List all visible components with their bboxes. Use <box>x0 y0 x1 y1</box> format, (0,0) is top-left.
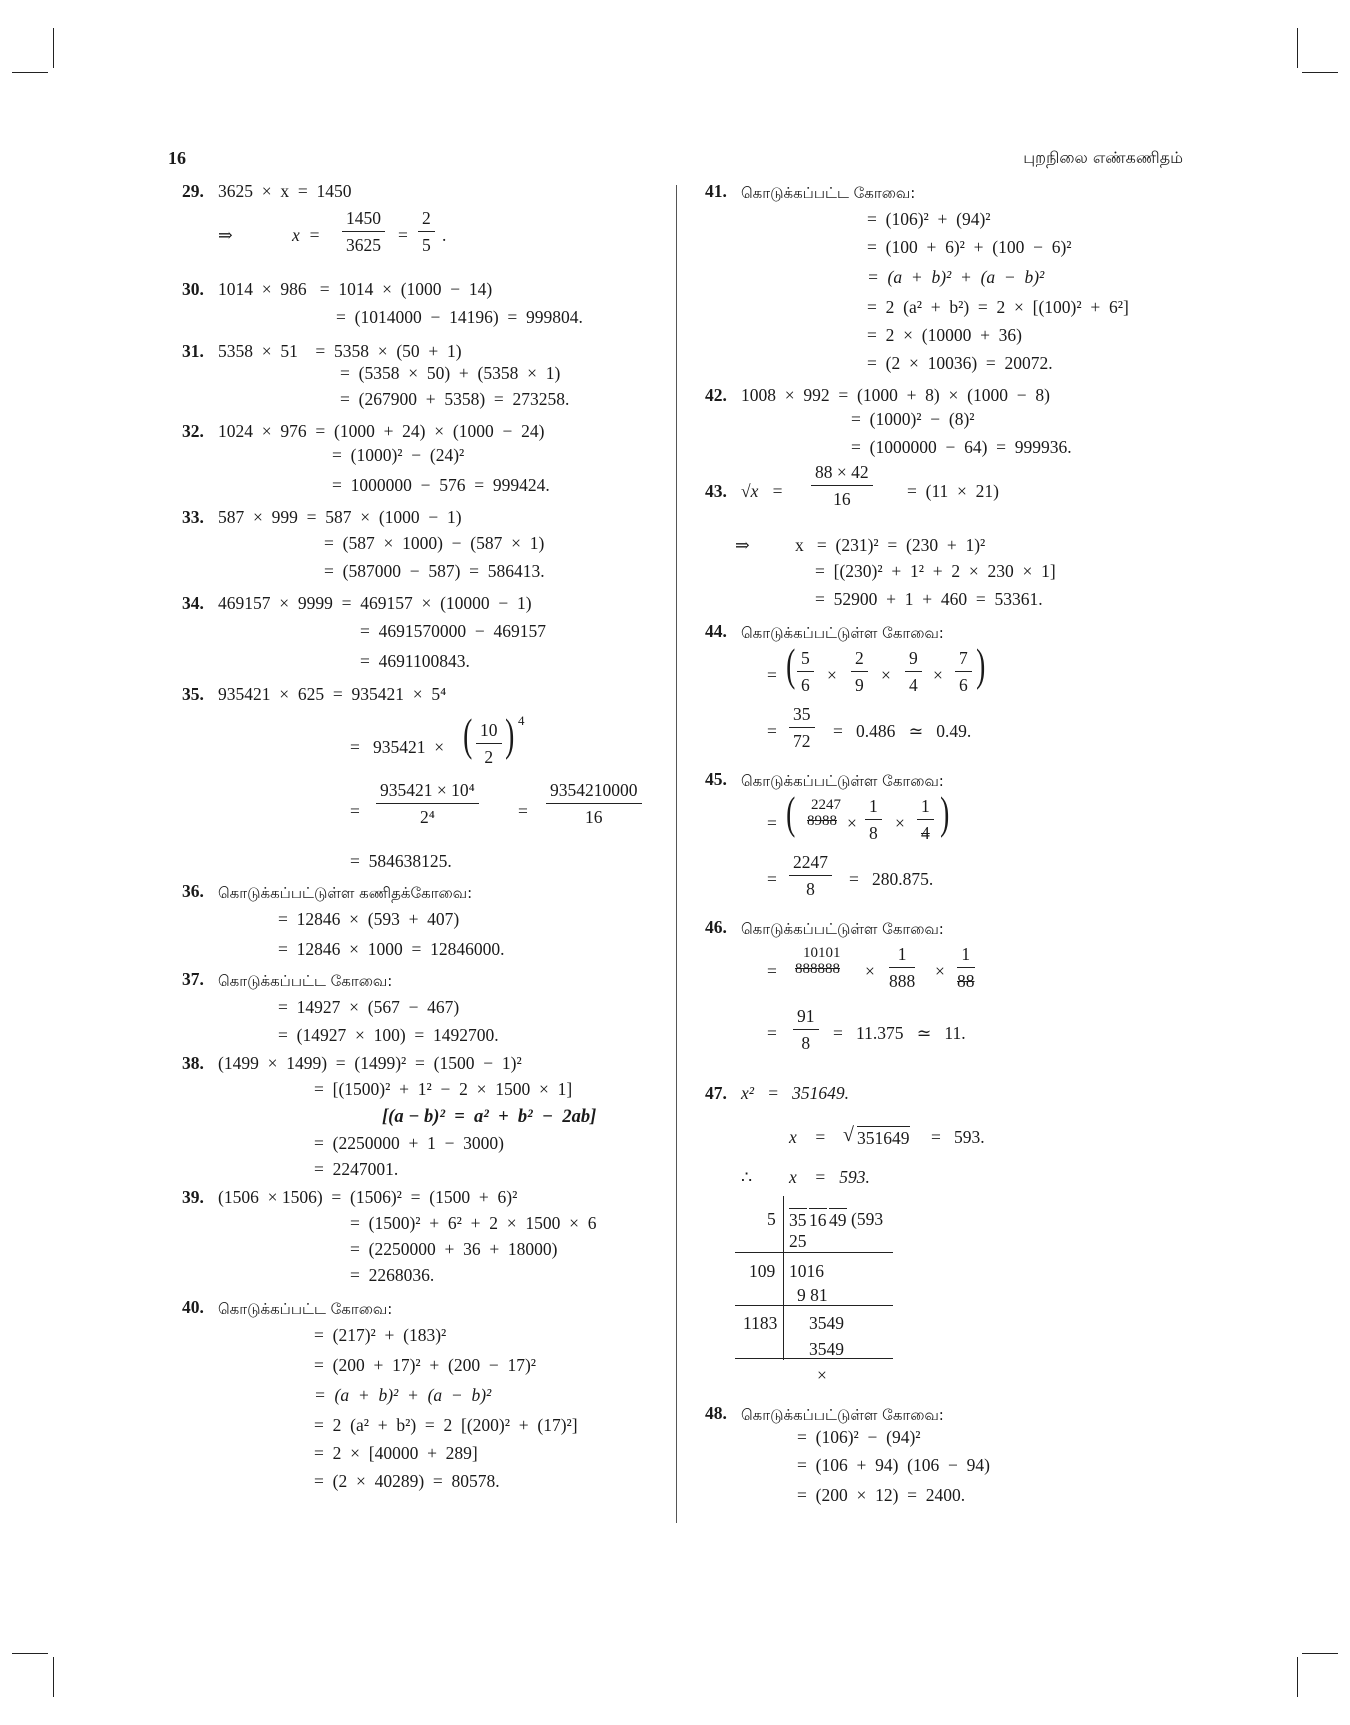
fraction: $\frac{2}{5}$ <box>418 208 435 256</box>
crop-mark <box>53 28 54 68</box>
solution-line: x = 593. <box>789 1167 870 1187</box>
solution-line: = (217)² + (183)² <box>314 1325 447 1345</box>
solution-line: = [(230)² + 1² + 2 × 230 × 1] <box>815 561 1056 581</box>
division-rule <box>735 1252 893 1253</box>
solution-line: = (106 + 94) (106 − 94) <box>797 1455 990 1475</box>
equals: = <box>767 721 777 741</box>
solution-line: = (1000)² − (8)² <box>851 409 975 429</box>
radical-sign: √ <box>843 1124 854 1146</box>
solution-line: = 2 (a² + b²) = 2 × [(100)² + 6²] <box>867 297 1129 317</box>
cancelled-number: 888888 <box>795 961 840 977</box>
fraction: $\frac{91}{8}$ <box>793 1006 819 1054</box>
times: × <box>865 961 875 981</box>
equals: = <box>767 665 777 685</box>
solution-line: = (a + b)² + (a − b)² <box>867 267 1045 287</box>
solution-line: (1506 × 1506) = (1506)² = (1500 + 6)² <box>218 1187 518 1207</box>
remainder-step: 9 81 <box>797 1285 828 1305</box>
paren-right: ) <box>976 639 986 690</box>
solution-line: = 4691100843. <box>360 651 470 671</box>
paren-left: ( <box>786 787 796 838</box>
solution-line: = 593. <box>931 1127 985 1147</box>
equals: = <box>518 801 528 821</box>
fraction: $\frac{1}{8}$ <box>865 796 882 844</box>
remainder-step: × <box>817 1365 827 1385</box>
solution-line: = (2 × 10036) = 20072. <box>867 353 1053 373</box>
given-expression-label: கொடுக்கப்பட்டுள்ள கோவை: <box>741 772 944 790</box>
equals: = <box>767 813 777 833</box>
solution-line: x = (231)² = (230 + 1)² <box>795 535 986 555</box>
solution-line: = 52900 + 1 + 460 = 53361. <box>815 589 1043 609</box>
crop-mark <box>1302 1653 1338 1654</box>
fraction: $\frac{7}{6}$ <box>955 648 972 696</box>
quotient: (593 <box>851 1209 884 1229</box>
given-expression-label: கொடுக்கப்பட்ட கோவை: <box>218 1300 393 1318</box>
solution-line: = 4691570000 − 469157 <box>360 621 546 641</box>
divisor: 1183 <box>743 1313 778 1333</box>
paren-right: ) <box>505 709 515 760</box>
solution-line: = 11.375 ≃ 11. <box>833 1023 966 1043</box>
solution-line: = (200 × 12) = 2400. <box>797 1485 966 1505</box>
solution-line: = 12846 × 1000 = 12846000. <box>278 939 505 959</box>
solution-line: = 2247001. <box>314 1159 399 1179</box>
solution-line: = (100 + 6)² + (100 − 6)² <box>867 237 1072 257</box>
question-number: 45. <box>705 769 727 789</box>
page-number: 16 <box>168 148 186 168</box>
solution-line: = (1014000 − 14196) = 999804. <box>336 307 583 327</box>
page-title: புறநிலை எண்கணிதம் <box>1023 148 1183 167</box>
question-number: 48. <box>705 1403 727 1423</box>
given-expression-label: கொடுக்கப்பட்டுள்ள கோவை: <box>741 920 944 938</box>
solution-line: 469157 × 9999 = 469157 × (10000 − 1) <box>218 593 532 613</box>
solution-line: = (2 × 40289) = 80578. <box>314 1471 500 1491</box>
radicand: 351649 <box>857 1128 910 1148</box>
solution-line: x² = 351649. <box>741 1083 849 1103</box>
division-vertical-rule <box>783 1196 784 1360</box>
solution-line: = (200 + 17)² + (200 − 17)² <box>314 1355 537 1375</box>
digit-group: 35 <box>789 1210 807 1230</box>
question-number: 35. <box>182 684 204 704</box>
question-number: 38. <box>182 1053 204 1073</box>
times: × <box>895 813 905 833</box>
given-expression-label: கொடுக்கப்பட்டுள்ள கோவை: <box>741 1406 944 1424</box>
solution-line: = (1000)² − (24)² <box>332 445 465 465</box>
times: × <box>935 961 945 981</box>
remainder-step: 3549 <box>809 1313 844 1333</box>
solution-line: = (2250000 + 36 + 18000) <box>350 1239 558 1259</box>
given-expression-label: கொடுக்கப்பட்டுள்ள கணிதக்கோவை: <box>218 884 473 902</box>
paren-right: ) <box>940 787 950 838</box>
solution-line: = (106)² + (94)² <box>867 209 991 229</box>
question-number: 29. <box>182 181 204 201</box>
times: × <box>881 665 891 685</box>
question-number: 30. <box>182 279 204 299</box>
divisor: 5 <box>767 1209 776 1229</box>
implies-arrow: ⇒ <box>735 535 750 555</box>
solution-line: 5358 × 51 = 5358 × (50 + 1) <box>218 341 462 361</box>
equals: = <box>350 801 360 821</box>
given-expression-label: கொடுக்கப்பட்டுள்ள கோவை: <box>741 624 944 642</box>
solution-line: = (1500)² + 6² + 2 × 1500 × 6 <box>350 1213 597 1233</box>
equals: = <box>767 1023 777 1043</box>
identity-formula: [(a − b)² = a² + b² − 2ab] <box>382 1107 597 1127</box>
solution-line: = 2 × (10000 + 36) <box>867 325 1023 345</box>
question-number: 32. <box>182 421 204 441</box>
question-number: 43. <box>705 481 727 501</box>
solution-line: 3625 × x = 1450 <box>218 181 352 201</box>
solution-line: = (14927 × 100) = 1492700. <box>278 1025 499 1045</box>
question-number: 40. <box>182 1297 204 1317</box>
question-number: 44. <box>705 621 727 641</box>
times: × <box>827 665 837 685</box>
fraction: $\frac{88 \times 42}{16}$ <box>811 462 873 510</box>
question-number: 37. <box>182 969 204 989</box>
fraction: $\frac{1450}{3625}$ <box>342 208 385 256</box>
digit-group: 16 <box>809 1210 827 1230</box>
solution-line: = (267900 + 5358) = 273258. <box>340 389 570 409</box>
solution-line: = (587000 − 587) = 586413. <box>324 561 545 581</box>
period: . <box>442 225 447 245</box>
question-number: 33. <box>182 507 204 527</box>
divisor: 109 <box>749 1261 776 1281</box>
crop-mark <box>1302 72 1338 73</box>
given-expression-label: கொடுக்கப்பட்ட கோவை: <box>218 972 393 990</box>
therefore-symbol: ∴ <box>741 1167 753 1187</box>
equals: = <box>767 961 777 981</box>
implies-arrow: ⇒ <box>218 225 233 245</box>
fraction: $\frac{1}{888}$ <box>889 944 916 991</box>
crop-mark <box>1297 28 1298 68</box>
solution-line: 587 × 999 = 587 × (1000 − 1) <box>218 507 462 527</box>
solution-line: 935421 × 625 = 935421 × 5⁴ <box>218 684 447 704</box>
crop-mark <box>1297 1657 1298 1697</box>
solution-line: = 12846 × (593 + 407) <box>278 909 460 929</box>
solution-line: = [(1500)² + 1² − 2 × 1500 × 1] <box>314 1079 573 1099</box>
solution-line: 1014 × 986 = 1014 × (1000 − 14) <box>218 279 493 299</box>
fraction: $\frac{9}{4}$ <box>905 648 922 696</box>
paren-left: ( <box>463 709 473 760</box>
solution-line: √x = <box>741 481 784 501</box>
fraction: $\frac{9354210000}{16}$ <box>546 780 642 828</box>
solution-line: = (2250000 + 1 − 3000) <box>314 1133 505 1153</box>
solution-line: x = <box>789 1127 827 1147</box>
fraction: $\frac{10}{2}$ <box>476 720 502 768</box>
fraction: $\frac{\text{935421 × 10⁴}}{\text{2⁴}}$ <box>376 780 479 828</box>
solution-line: = 584638125. <box>350 851 452 871</box>
question-number: 47. <box>705 1083 727 1103</box>
exponent: 4 <box>518 713 525 728</box>
question-number: 41. <box>705 181 727 201</box>
solution-line: = 14927 × (567 − 467) <box>278 997 460 1017</box>
solution-line: = 935421 × <box>350 737 445 757</box>
equals: = <box>398 225 408 245</box>
solution-line: = (1000000 − 64) = 999936. <box>851 437 1072 457</box>
solution-line: 1024 × 976 = (1000 + 24) × (1000 − 24) <box>218 421 545 441</box>
crop-mark <box>53 1657 54 1697</box>
cancelled-number: 8988 <box>807 813 837 829</box>
fraction: $\frac{1}{4}$ <box>917 796 934 844</box>
times: × <box>933 665 943 685</box>
solution-line: = 1000000 − 576 = 999424. <box>332 475 550 495</box>
times: × <box>847 813 857 833</box>
solution-line: = (11 × 21) <box>907 481 999 501</box>
fraction: $\frac{2247}{8}$ <box>789 852 832 900</box>
solution-line: = 280.875. <box>849 869 934 889</box>
digit-group: 49 <box>829 1210 847 1230</box>
fraction: $\frac{5}{6}$ <box>797 648 814 696</box>
solution-line: = (106)² − (94)² <box>797 1427 921 1447</box>
solution-line: = 0.486 ≃ 0.49. <box>833 721 972 741</box>
solution-line: = 2268036. <box>350 1265 435 1285</box>
equals: = <box>767 869 777 889</box>
solution-line: = (a + b)² + (a − b)² <box>314 1385 492 1405</box>
question-number: 42. <box>705 385 727 405</box>
fraction: $\frac{2}{9}$ <box>851 648 868 696</box>
solution-line: = 2 (a² + b²) = 2 [(200)² + (17)²] <box>314 1415 578 1435</box>
cancel-value: 2247 <box>811 797 841 813</box>
question-number: 36. <box>182 881 204 901</box>
solution-line: = (587 × 1000) − (587 × 1) <box>324 533 545 553</box>
solution-line: = (5358 × 50) + (5358 × 1) <box>340 363 561 383</box>
crop-mark <box>12 1653 48 1654</box>
question-number: 31. <box>182 341 204 361</box>
question-number: 46. <box>705 917 727 937</box>
solution-line: 1008 × 992 = (1000 + 8) × (1000 − 8) <box>741 385 1050 405</box>
question-number: 39. <box>182 1187 204 1207</box>
fraction: $\frac{1}{88}$ <box>957 944 975 991</box>
fraction: $\frac{35}{72}$ <box>789 704 815 752</box>
column-divider <box>676 185 677 1523</box>
solution-line: x = <box>292 225 321 245</box>
remainder-step: 25 <box>789 1231 807 1251</box>
paren-left: ( <box>786 639 796 690</box>
solution-line: = 2 × [40000 + 289] <box>314 1443 478 1463</box>
remainder-step: 1016 <box>789 1261 824 1281</box>
given-expression-label: கொடுக்கப்பட்ட கோவை: <box>741 184 916 202</box>
question-number: 34. <box>182 593 204 613</box>
cancel-value: 10101 <box>803 945 841 961</box>
remainder-step: 3549 <box>809 1339 844 1359</box>
crop-mark <box>12 72 48 73</box>
solution-line: (1499 × 1499) = (1499)² = (1500 − 1)² <box>218 1053 522 1073</box>
